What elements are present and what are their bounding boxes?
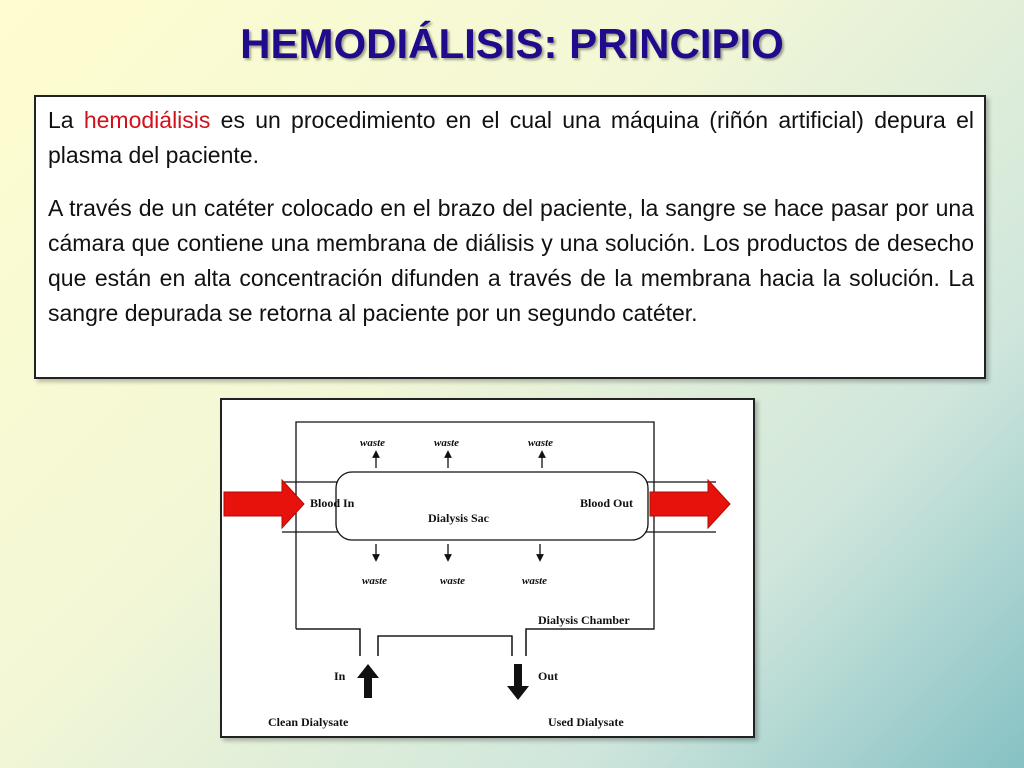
dialysis-chamber-label: Dialysis Chamber [538,613,630,627]
waste-top-2: waste [434,437,460,449]
out-label: Out [538,669,559,683]
paragraph-definition [48,103,974,173]
dialysis-sac-label: Dialysis Sac [428,511,490,525]
hemodialisis-highlight: hemodiálisis [83,107,211,133]
waste-bottom-2: waste [440,575,466,587]
blood-out-label: Blood Out [580,496,634,510]
blood-out-arrow [650,480,730,528]
waste-bottom-3: waste [522,575,548,587]
paragraph-process: A través de un catéter colocado en el brazo del paciente, la sangre se hace pasar por una cámara que contiene una membrana de diálisis y una solución. Los productos de desecho que están en alta concentración difunden a través de la membrana hacia la solución. La sangre depurada se retorna al paciente por un segundo catéter. [48,195,974,326]
dialysis-diagram [220,398,755,738]
text-box [34,95,986,379]
waste-bottom-1: waste [362,575,388,587]
dialysate-out-arrow [507,664,529,700]
waste-top-3: waste [528,437,554,449]
blood-in-label: Blood In [310,496,355,510]
dialysate-in-arrow [357,664,379,698]
in-label: In [334,669,346,683]
clean-dialysate-label: Clean Dialysate [268,715,349,729]
chamber-ports [296,629,654,656]
paragraph-definition-intro: La [48,107,84,133]
blood-in-arrow [224,480,304,528]
waste-top-1: waste [360,437,386,449]
paragraph-definition-rest: es un procedimiento en el cual una máquina (riñón artificial) depura el plasma del paciente. [48,107,974,168]
dialysis-diagram-svg [222,400,753,736]
used-dialysate-label: Used Dialysate [548,715,624,729]
slide-title: HEMODIÁLISIS: PRINCIPIO [240,20,784,67]
